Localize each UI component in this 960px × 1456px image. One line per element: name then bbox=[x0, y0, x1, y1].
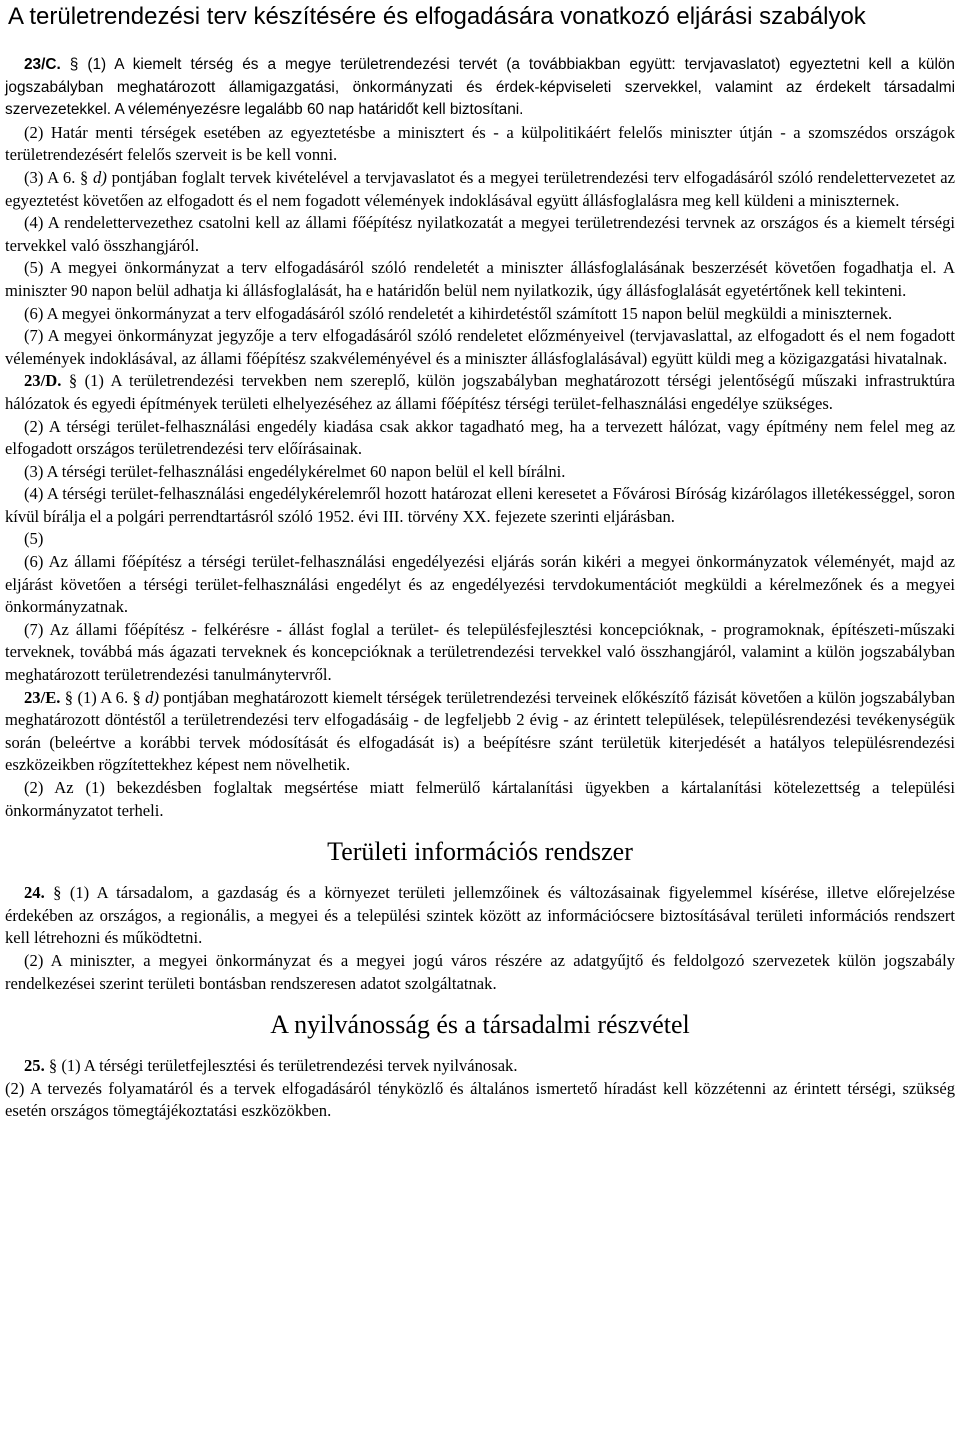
paragraph-23c-7: (7) A megyei önkormányzat jegyzője a terv elfogadásáról szóló rendeletet előzményeivel (tervjavaslattal, az elfogadott és el nem fogadott vélemények indoklásával, az állami főépítész szakvéleményével és a miniszter állásfoglalásával) együtt küldi meg a közigazgatási hivatalnak. bbox=[5, 326, 955, 368]
paragraph-24-2: (2) A miniszter, a megyei önkormányzat és a megyei jogú város részére az adatgyűjtő és feldolgozó szervezetek külön jogszabály rendelkezései szerint területi bontásban rendszeresen adatot szolgáltatnak. bbox=[5, 950, 955, 993]
section-sign: § bbox=[80, 167, 89, 187]
paragraph-23d-5: (5) bbox=[24, 529, 44, 549]
paragraph-23d-1: 23/D. § (1) A területrendezési tervekben nem szereplő, külön jogszabályban meghatározott térségi jelentőségű műszaki infrastruktúra hálózatok és egyedi építmények területi elhelyezéséhez az állami főépítész térségi terület-felhasználási engedélye szükséges. bbox=[5, 371, 956, 413]
paragraph-23d-6: (6) Az állami főépítész a térségi terület-felhasználási engedélyezési eljárás során kikéri a megyei önkormányzatok véleményét, majd az eljárást követően a térségi terület-felhasználási engedélyt és az engedélyezési tervdokumentációt megküldi a kérelmezőnek és a megyei önkormányzatnak. bbox=[5, 552, 955, 617]
section-number: 25. bbox=[24, 1056, 45, 1076]
paragraph-23d-7: (7) Az állami főépítész - felkérésre - állást foglal a terület- és településfejlesztési koncepcióknak, - programoknak, építészeti-műszaki terveknek, továbbá más ágazati terveknek és koncepcióknak a területrendezési tervekkel való összhangjáról, valamint a külön jogszabályban meghatározott területrendezési tanulmánytervről. bbox=[5, 619, 955, 685]
section-sign: § bbox=[132, 687, 141, 707]
section-sign: § bbox=[64, 687, 74, 707]
paragraph-24-1: 24. § (1) A társadalom, a gazdaság és a környezet területi jellemzőinek és változásainak figyelemmel kísérése, illetve előrejelzése érdekében az országos, a regionális, a megyei és a települési szintek között az információcsere biztosításával területi információs rendszert kell létrehozni és működtetni. bbox=[5, 883, 955, 948]
paragraph-23c-3: (3) A 6. § d) pontjában foglalt tervek kivételével a tervjavaslatot és a megyei területrendezési terv elfogadásáról szóló rendelettervezetet az egyeztetést követően az elfogadott és el nem fogadott vélemények indoklásával együtt állásfoglalásra meg kell küldeni a miniszternek. bbox=[5, 167, 955, 210]
paragraph-23d-2: (2) A térségi terület-felhasználási engedély kiadása csak akkor tagadható meg, ha a tervezett hálózat, vagy építmény nem felel meg az elfogadott országos területrendezési terv előírásainak. bbox=[5, 416, 955, 459]
paragraph-23e-2: (2) Az (1) bekezdésben foglaltak megsértése miatt felmerülő kártalanítási ügyekben a kártalanítási kötelezettség a települési önkormányzatot terheli. bbox=[5, 778, 955, 820]
paragraph-23c-2: (2) Határ menti térségek esetében az egyeztetésbe a minisztert és - a külpolitikáért felelős miniszter útján - a szomszédos országok területrendezésért felelős szerveit is be kell vonni. bbox=[5, 122, 955, 165]
section-number: 24. bbox=[24, 883, 45, 903]
paragraph-23c-6: (6) A megyei önkormányzat a terv elfogadásáról szóló rendeletét a kihirdetéstől számított 15 napon belül megküldi a miniszternek. bbox=[24, 303, 893, 323]
section-number: 23/C. bbox=[24, 56, 61, 73]
section-sign: § bbox=[53, 883, 62, 903]
paragraph-25-2: (2) A tervezés folyamatáról és a tervek elfogadásáról tényközlő és általános ismertető híradást kell közzétenni az érintett térségi, szükség esetén országos tömegtájékoztatási eszközökben. bbox=[5, 1078, 955, 1121]
section-title-information-system: Területi információs rendszer bbox=[327, 837, 633, 867]
section-number: 23/E. bbox=[24, 687, 61, 707]
paragraph-23d-4: (4) A térségi terület-felhasználási engedélykérelemről hozott határozat elleni keresetet a Fővárosi Bíróság kizárólagos illetékességgel, soron kívül bírálja el a polgári perrendtartásról szóló 1952. évi III. törvény XX. fejezete szerinti eljárásban. bbox=[5, 484, 955, 526]
document-body bbox=[5, 54, 955, 1123]
section-number: 23/D. bbox=[24, 371, 62, 391]
section-sign: § bbox=[69, 56, 79, 73]
paragraph-23c-5: (5) A megyei önkormányzat a terv elfogadásáról szóló rendeletét a miniszter állásfoglalásának beszerzését követően fogadhatja el. A miniszter 90 napon belül adhatja ki állásfoglalását, ha e határidőn belül nem nyilatkozik, úgy állásfoglalását egyetértőnek kell tekinteni. bbox=[5, 258, 955, 300]
paragraph-23e-1: 23/E. § (1) A 6. § d) pontjában meghatározott kiemelt térségek területrendezési terveinek előkészítő fázisát követően a külön jogszabályban meghatározott döntéstől a területrendezési terv elfogadásáig - de legfeljebb 2 évig - az érintett települések, településrendezési tevékenységük során (beleértve a korábbi tervek módosítását és elfogadását is) a beépítésre szánt területük kiterjedését a hatályos településrendezési eszközeikben rögzítettekhez képest nem növelhetik. bbox=[5, 687, 956, 775]
chapter-heading: A területrendezési terv készítésére és elfogadására vonatkozó eljárási szabályok bbox=[8, 3, 866, 30]
paragraph-25-1: 25. § (1) A térségi területfejlesztési és területrendezési tervek nyilvánosak. bbox=[24, 1056, 518, 1076]
paragraph-23c-1: 23/C. § (1) A kiemelt térség és a megye területrendezési tervét (a továbbiakban együtt: tervjavaslatot) egyeztetni kell a külön jogszabályban meghatározott államigazgatási, önkormányzati és érdek-képviseleti szervekkel, valamint az érdekelt társadalmi szervezetekkel. A véleményezésre legalább 60 nap határidőt kell biztosítani. bbox=[5, 56, 955, 119]
section-sign: § bbox=[68, 371, 78, 391]
section-title-publicity: A nyilvánosság és a társadalmi részvétel bbox=[270, 1010, 690, 1040]
paragraph-23c-4: (4) A rendelettervezethez csatolni kell az állami főépítész nyilatkozatát a megyei területrendezési tervnek az országos és a kiemelt térségi tervekkel való összhangjáról. bbox=[5, 213, 955, 255]
paragraph-23d-3: (3) A térségi terület-felhasználási engedélykérelmet 60 napon belül el kell bírálni. bbox=[24, 461, 566, 481]
section-sign: § bbox=[48, 1056, 58, 1076]
